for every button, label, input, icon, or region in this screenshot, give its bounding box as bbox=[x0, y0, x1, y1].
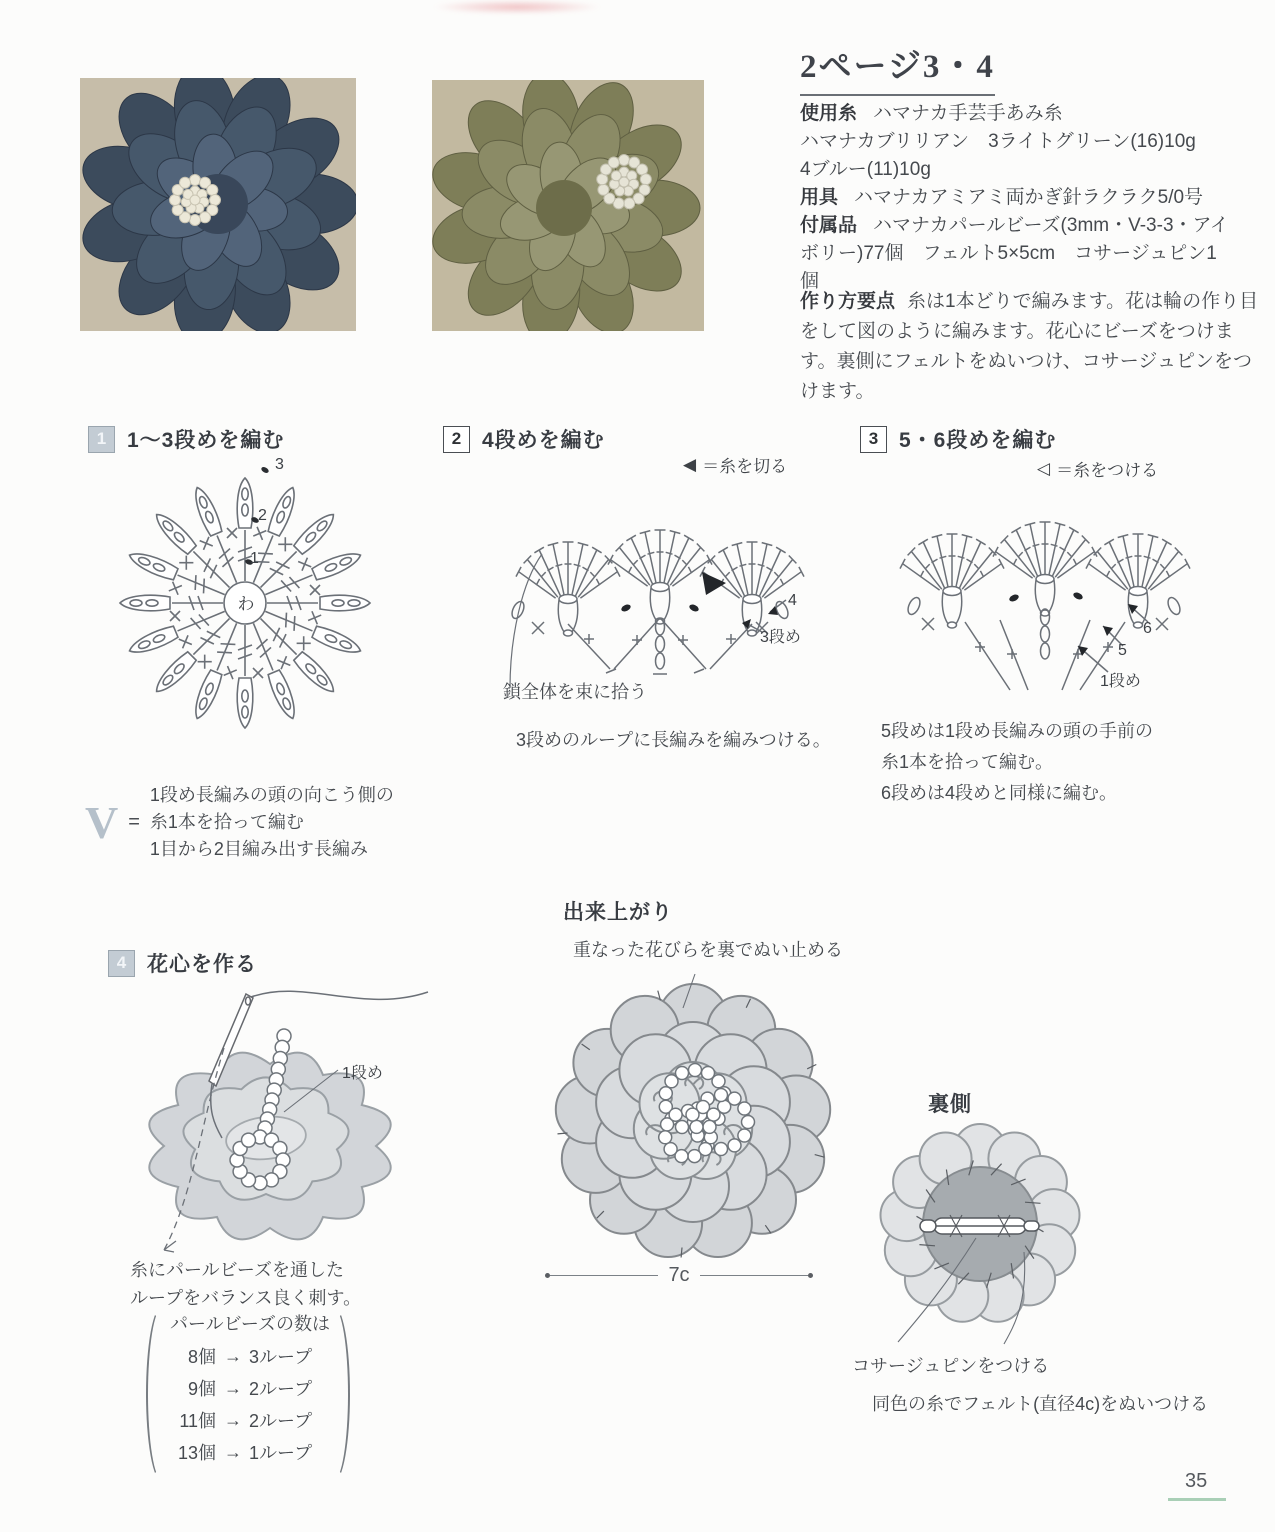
step3-title: 5・6段めを編む bbox=[899, 429, 1057, 452]
materials-line: ハマナカブリリアン 3ライトグリーン(16)10g bbox=[800, 131, 1196, 152]
page-title: 2ページ3・4 bbox=[800, 40, 995, 96]
corsage-pin bbox=[920, 1215, 1039, 1237]
legend-cut-yarn: ◀ ＝糸を切る bbox=[683, 454, 788, 476]
step3-caption: 5段めは1段め長編みの頭の手前の 糸1本を拾って編む。 6段めは4段めと同様に編む。 bbox=[881, 721, 1154, 803]
step2-caption: 3段めのループに長編みを編みつける。 bbox=[516, 730, 831, 750]
step4-flower-center-diagram bbox=[100, 988, 430, 1268]
two-dc-symbol: V bbox=[85, 796, 119, 848]
bead-count-row: 11個 → 2ループ bbox=[179, 1409, 313, 1431]
finished-note: 重なった花びらを裏でぬい止める bbox=[573, 940, 843, 960]
step3-number-box: 3 bbox=[860, 426, 887, 453]
step3-fan-diagram bbox=[880, 462, 1210, 707]
back-title: 裏側 bbox=[928, 1093, 972, 1116]
step3-heading bbox=[860, 424, 1056, 454]
bead-count-row: 9個 → 2ループ bbox=[187, 1377, 313, 1399]
page-number-underline bbox=[1168, 1498, 1226, 1501]
bead-count-title: パールビーズの数は bbox=[170, 1314, 331, 1334]
round-label-2: 2 bbox=[258, 507, 267, 524]
step1-number-box: 1 bbox=[88, 426, 115, 453]
back-side-diagram bbox=[852, 1112, 1107, 1347]
materials-line: 用具 ハマナカアミアミ両かぎ針ラクラク5/0号 bbox=[800, 187, 1204, 208]
finished-title: 出来上がり bbox=[563, 901, 673, 924]
photo-green-corsage bbox=[432, 80, 704, 331]
bead-count-table bbox=[170, 1310, 330, 1468]
step3-label-round1: 1段め bbox=[1100, 673, 1141, 690]
step3-label-round6: 6 bbox=[1143, 620, 1152, 637]
step2-fan-diagram bbox=[480, 462, 820, 697]
bead-count-row: 8個 → 3ループ bbox=[187, 1345, 313, 1367]
center-ring-label: わ bbox=[237, 594, 255, 614]
round-label-3: 3 bbox=[275, 456, 284, 473]
materials-line: 付属品 ハマナカパールビーズ(3mm・V-3-3・アイ bbox=[800, 215, 1229, 236]
step4-number-box: 4 bbox=[108, 950, 135, 977]
page-number: 35 bbox=[1185, 1470, 1208, 1492]
step4-bead-note: 糸にパールビーズを通した ループをバランス良く刺す。 bbox=[130, 1260, 362, 1308]
keypoints-paragraph: 作り方要点 糸は1本どりで編みます。花は輪の作り目をして図のように編みます。花心にビーズをつけます。裏側にフェルトをぬいつけ、コサージュピンをつけます。 bbox=[800, 291, 1259, 402]
photo-blue-corsage bbox=[80, 78, 356, 331]
step2-heading bbox=[443, 424, 605, 454]
materials-list bbox=[800, 100, 1262, 296]
step2-label-round3: 3段め bbox=[760, 629, 801, 646]
step3-label-round5: 5 bbox=[1118, 642, 1127, 659]
step2-gather-note: 鎖全体を束に拾う bbox=[503, 682, 647, 702]
back-felt-caption: 同色の糸でフェルト(直径4c)をぬいつける bbox=[872, 1394, 1209, 1414]
step4-title: 花心を作る bbox=[147, 953, 257, 976]
diameter-value: 7c bbox=[668, 1264, 690, 1286]
attach-yarn-triangle-icon: ◁ bbox=[1037, 458, 1051, 478]
scan-smudge bbox=[432, 0, 602, 14]
bead-count-row: 13個 → 1ループ bbox=[177, 1441, 313, 1463]
diameter-dimension bbox=[545, 1264, 813, 1287]
step2-title: 4段めを編む bbox=[482, 429, 605, 452]
materials-line: 使用糸 ハマナカ手芸手あみ糸 bbox=[800, 103, 1063, 124]
cut-yarn-marker bbox=[702, 572, 726, 595]
step2-number-box: 2 bbox=[443, 426, 470, 453]
step2-label-round4: 4 bbox=[788, 592, 797, 609]
materials-line: ボリー)77個 フェルト5×5cm コサージュピン1 bbox=[800, 243, 1217, 264]
cut-yarn-triangle-icon: ◀ bbox=[683, 454, 697, 474]
materials-line: 4ブルー(11)10g bbox=[800, 159, 931, 180]
back-pin-caption: コサージュピンをつける bbox=[852, 1356, 1050, 1376]
materials-label: 使用糸 bbox=[800, 103, 858, 124]
round-label-1: 1 bbox=[250, 550, 259, 567]
step4-heading bbox=[108, 948, 257, 978]
step1-title: 1～3段めを編む bbox=[127, 429, 285, 452]
keypoints-label: 作り方要点 bbox=[800, 291, 896, 312]
finished-flower-diagram bbox=[545, 972, 840, 1262]
step4-label-round1: 1段め bbox=[342, 1065, 383, 1082]
step1-symbol-note: V = 1段め長編みの頭の向こう側の 糸1本を拾って編む 1目から2目編み出す長編み bbox=[85, 785, 394, 859]
legend-attach-yarn: ◁ ＝糸をつける bbox=[1037, 458, 1159, 480]
materials-line: 個 bbox=[800, 271, 820, 292]
